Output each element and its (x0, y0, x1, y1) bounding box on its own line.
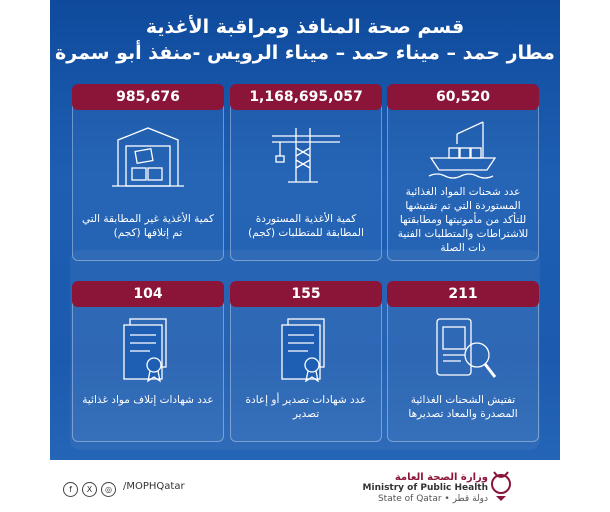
footer (50, 460, 560, 512)
stat-value: 211 (387, 281, 539, 307)
certificate-icon (266, 315, 346, 385)
title-line-1: قسم صحة المنافذ ومراقبة الأغذية (145, 16, 465, 38)
warehouse-boxes-icon (108, 122, 188, 192)
stat-caption: كمية الأغذية المستوردة المطابقة للمتطلبات (كجم) (248, 213, 364, 239)
stat-card-inspected-shipments (387, 89, 539, 261)
stat-caption: عدد شهادات إتلاف مواد غذائية (82, 394, 214, 406)
ministry-name-english: Ministry of Public Health (362, 483, 488, 493)
stat-value: 104 (72, 281, 224, 307)
stat-caption: عدد شهادات تصدير أو إعادة تصدير (245, 394, 367, 420)
ministry-name-arabic: وزارة الصحة العامة (394, 472, 488, 483)
stat-card-compliant-food (230, 89, 382, 261)
title-line-2: مطار حمد – ميناء حمد – ميناء الرويس -منفذ أبو سمرة (55, 42, 555, 64)
qatar-emblem-icon (490, 468, 512, 502)
stat-card-export-inspection (387, 286, 539, 442)
stat-value: 60,520 (387, 84, 539, 110)
instagram-icon[interactable]: ◎ (101, 482, 116, 497)
stat-card-export-certificates (230, 286, 382, 442)
stat-value: 985,676 (72, 84, 224, 110)
stat-value: 155 (230, 281, 382, 307)
social-handle[interactable]: /MOPHQatar (123, 481, 185, 492)
infographic-poster (50, 0, 560, 512)
stat-card-destroyed-food (72, 89, 224, 261)
x-twitter-icon[interactable]: X (82, 482, 97, 497)
stat-caption: كمية الأغذية غير المطابقة التي تم إتلافها (كجم) (81, 213, 215, 239)
port-crane-icon (266, 122, 346, 192)
tablet-magnifier-icon (423, 315, 503, 385)
certificate-icon (108, 315, 188, 385)
stat-card-destruction-certificates (72, 286, 224, 442)
stat-caption: عدد شحنات المواد الغذائية المستوردة التي تم تفتيشها للتأكد من مأمونيتها ومطابقتها للاشتراطات والمتطلبات الفنية ذات الصلة (397, 186, 529, 254)
ministry-logo-text (363, 472, 488, 505)
stat-caption: تفتيش الشحنات الغذائية المصدرة والمعاد تصديرها (408, 394, 518, 420)
state-label: State of Qatar • دولة قطر (377, 494, 488, 504)
cargo-ship-crane-icon (423, 114, 503, 184)
stat-value: 1,168,695,057 (230, 84, 382, 110)
facebook-icon[interactable]: f (63, 482, 78, 497)
